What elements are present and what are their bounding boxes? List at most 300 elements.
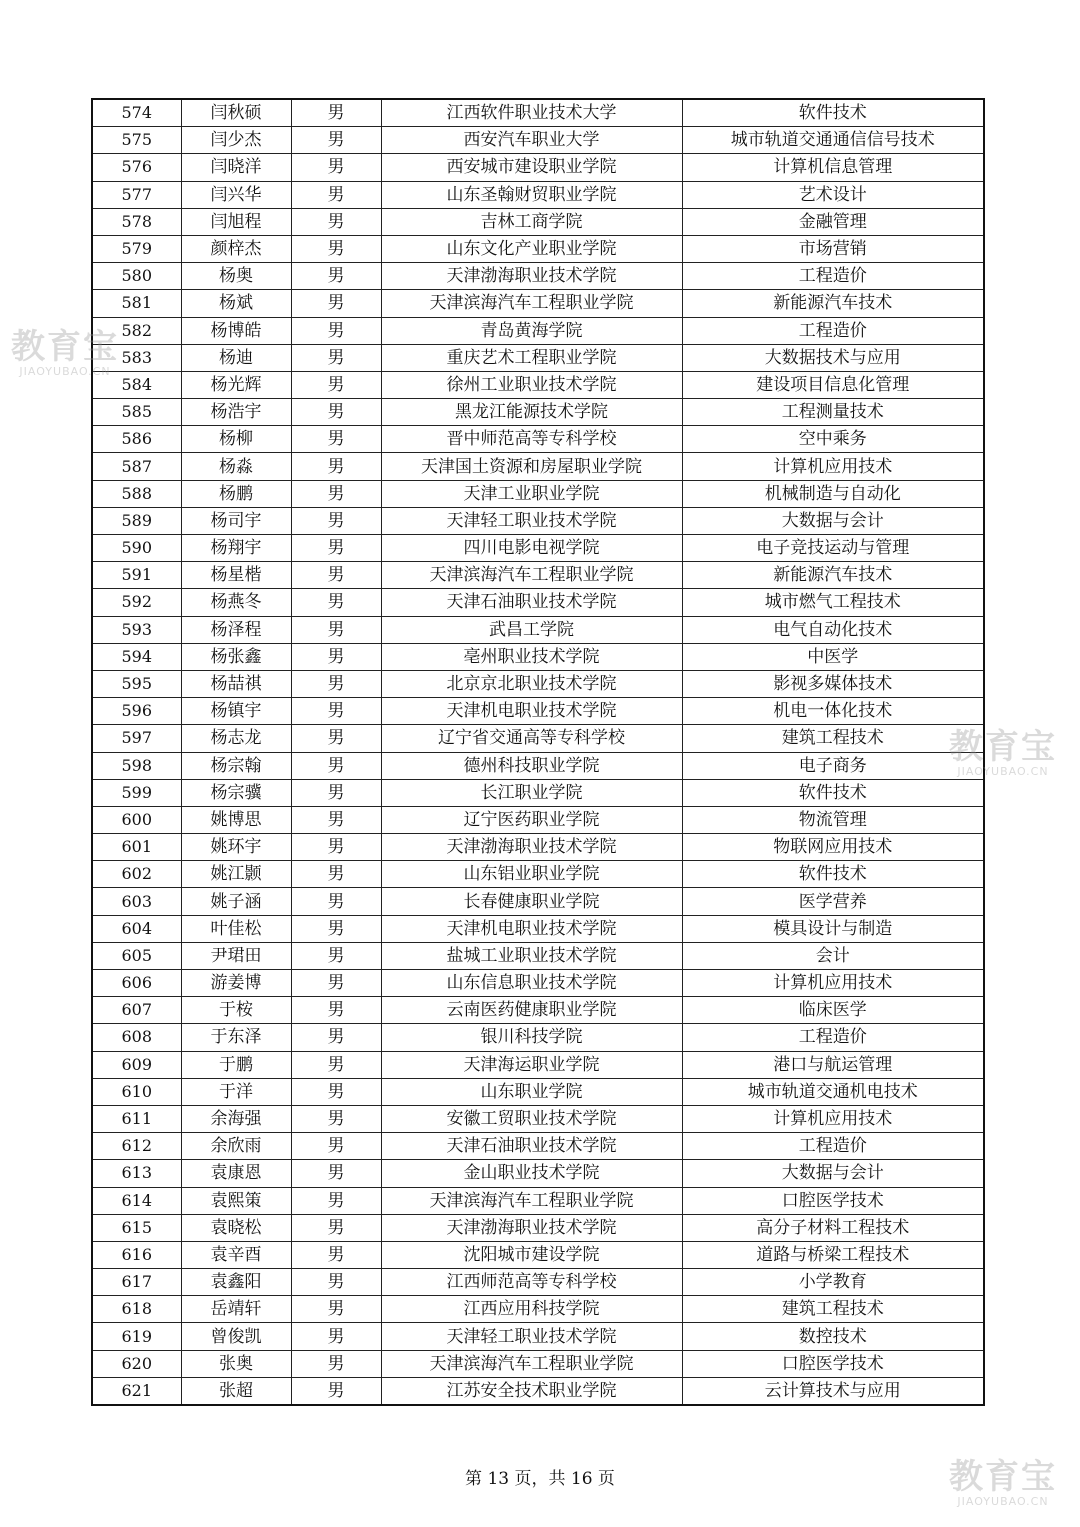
table-row xyxy=(92,1296,984,1323)
table-row xyxy=(92,1160,984,1187)
cell-name: 尹珺田 xyxy=(181,942,291,969)
cell-major: 高分子材料工程技术 xyxy=(682,1214,984,1241)
student-table xyxy=(91,98,985,1406)
cell-school: 山东信息职业技术学院 xyxy=(381,970,682,997)
table-row xyxy=(92,535,984,562)
cell-school: 吉林工商学院 xyxy=(381,208,682,235)
cell-number: 575 xyxy=(92,127,181,154)
cell-school: 徐州工业职业技术学院 xyxy=(381,371,682,398)
cell-gender: 男 xyxy=(291,1214,381,1241)
table-row xyxy=(92,1241,984,1268)
cell-name: 闫秋硕 xyxy=(181,99,291,127)
cell-name: 于洋 xyxy=(181,1078,291,1105)
cell-major: 新能源汽车技术 xyxy=(682,562,984,589)
cell-major: 建筑工程技术 xyxy=(682,1296,984,1323)
cell-major: 物流管理 xyxy=(682,806,984,833)
cell-school: 晋中师范高等专科学校 xyxy=(381,426,682,453)
cell-school: 武昌工学院 xyxy=(381,616,682,643)
cell-major: 金融管理 xyxy=(682,208,984,235)
cell-number: 604 xyxy=(92,915,181,942)
cell-school: 辽宁省交通高等专科学校 xyxy=(381,725,682,752)
cell-major: 小学教育 xyxy=(682,1269,984,1296)
cell-school: 沈阳城市建设学院 xyxy=(381,1241,682,1268)
cell-gender: 男 xyxy=(291,426,381,453)
cell-school: 长江职业学院 xyxy=(381,779,682,806)
cell-name: 杨鹏 xyxy=(181,480,291,507)
cell-number: 613 xyxy=(92,1160,181,1187)
cell-number: 596 xyxy=(92,698,181,725)
cell-number: 577 xyxy=(92,181,181,208)
cell-school: 天津海运职业学院 xyxy=(381,1051,682,1078)
cell-number: 610 xyxy=(92,1078,181,1105)
table-row xyxy=(92,208,984,235)
watermark-logo-text: 教育宝 xyxy=(949,727,1057,767)
cell-number: 615 xyxy=(92,1214,181,1241)
cell-name: 游姜博 xyxy=(181,970,291,997)
cell-school: 天津工业职业学院 xyxy=(381,480,682,507)
cell-major: 大数据与会计 xyxy=(682,1160,984,1187)
cell-gender: 男 xyxy=(291,1051,381,1078)
cell-number: 578 xyxy=(92,208,181,235)
cell-school: 北京京北职业技术学院 xyxy=(381,670,682,697)
cell-gender: 男 xyxy=(291,1187,381,1214)
cell-major: 计算机应用技术 xyxy=(682,453,984,480)
cell-major: 电子竞技运动与管理 xyxy=(682,535,984,562)
cell-number: 602 xyxy=(92,861,181,888)
cell-gender: 男 xyxy=(291,698,381,725)
cell-name: 颜梓杰 xyxy=(181,235,291,262)
cell-school: 长春健康职业学院 xyxy=(381,888,682,915)
cell-number: 618 xyxy=(92,1296,181,1323)
cell-major: 建设项目信息化管理 xyxy=(682,371,984,398)
watermark-logo-text: 教育宝 xyxy=(11,327,119,367)
cell-gender: 男 xyxy=(291,752,381,779)
cell-major: 物联网应用技术 xyxy=(682,834,984,861)
cell-gender: 男 xyxy=(291,181,381,208)
cell-name: 于鹏 xyxy=(181,1051,291,1078)
cell-name: 杨斌 xyxy=(181,290,291,317)
cell-number: 594 xyxy=(92,643,181,670)
cell-school: 天津轻工职业技术学院 xyxy=(381,507,682,534)
cell-name: 曾俊凯 xyxy=(181,1323,291,1350)
cell-major: 计算机应用技术 xyxy=(682,970,984,997)
table-row xyxy=(92,970,984,997)
table-row xyxy=(92,834,984,861)
table-row xyxy=(92,942,984,969)
cell-number: 598 xyxy=(92,752,181,779)
cell-school: 德州科技职业学院 xyxy=(381,752,682,779)
cell-gender: 男 xyxy=(291,154,381,181)
cell-school: 江西师范高等专科学校 xyxy=(381,1269,682,1296)
table-row xyxy=(92,480,984,507)
table-row xyxy=(92,1377,984,1405)
cell-major: 工程测量技术 xyxy=(682,399,984,426)
table-row xyxy=(92,1051,984,1078)
cell-school: 天津渤海职业技术学院 xyxy=(381,834,682,861)
cell-name: 杨宗翰 xyxy=(181,752,291,779)
table-row xyxy=(92,725,984,752)
cell-school: 天津滨海汽车工程职业学院 xyxy=(381,1350,682,1377)
cell-major: 电气自动化技术 xyxy=(682,616,984,643)
table-row xyxy=(92,1214,984,1241)
cell-school: 西安城市建设职业学院 xyxy=(381,154,682,181)
table-row xyxy=(92,1133,984,1160)
cell-school: 青岛黄海学院 xyxy=(381,317,682,344)
cell-gender: 男 xyxy=(291,589,381,616)
cell-major: 影视多媒体技术 xyxy=(682,670,984,697)
table-row xyxy=(92,235,984,262)
cell-number: 592 xyxy=(92,589,181,616)
cell-name: 姚博思 xyxy=(181,806,291,833)
cell-gender: 男 xyxy=(291,670,381,697)
cell-number: 595 xyxy=(92,670,181,697)
cell-number: 586 xyxy=(92,426,181,453)
cell-gender: 男 xyxy=(291,535,381,562)
cell-major: 新能源汽车技术 xyxy=(682,290,984,317)
cell-gender: 男 xyxy=(291,997,381,1024)
cell-number: 603 xyxy=(92,888,181,915)
table-row xyxy=(92,453,984,480)
cell-gender: 男 xyxy=(291,317,381,344)
cell-gender: 男 xyxy=(291,127,381,154)
cell-gender: 男 xyxy=(291,1323,381,1350)
cell-gender: 男 xyxy=(291,99,381,127)
cell-major: 软件技术 xyxy=(682,99,984,127)
cell-school: 江苏安全技术职业学院 xyxy=(381,1377,682,1405)
cell-gender: 男 xyxy=(291,616,381,643)
table-row xyxy=(92,426,984,453)
cell-number: 621 xyxy=(92,1377,181,1405)
page-footer: 第 13 页，共 16 页 xyxy=(465,1469,615,1489)
cell-major: 建筑工程技术 xyxy=(682,725,984,752)
table-row xyxy=(92,507,984,534)
table-row xyxy=(92,371,984,398)
cell-name: 杨光辉 xyxy=(181,371,291,398)
table-row xyxy=(92,399,984,426)
cell-gender: 男 xyxy=(291,1024,381,1051)
table-row xyxy=(92,670,984,697)
cell-gender: 男 xyxy=(291,235,381,262)
cell-school: 重庆艺术工程职业学院 xyxy=(381,344,682,371)
cell-gender: 男 xyxy=(291,1133,381,1160)
cell-gender: 男 xyxy=(291,834,381,861)
cell-gender: 男 xyxy=(291,208,381,235)
cell-number: 619 xyxy=(92,1323,181,1350)
cell-name: 杨迪 xyxy=(181,344,291,371)
cell-gender: 男 xyxy=(291,344,381,371)
cell-number: 582 xyxy=(92,317,181,344)
cell-major: 软件技术 xyxy=(682,861,984,888)
cell-school: 江西应用科技学院 xyxy=(381,1296,682,1323)
cell-name: 杨柳 xyxy=(181,426,291,453)
cell-number: 616 xyxy=(92,1241,181,1268)
cell-school: 山东圣翰财贸职业学院 xyxy=(381,181,682,208)
cell-name: 叶佳松 xyxy=(181,915,291,942)
cell-name: 闫晓洋 xyxy=(181,154,291,181)
cell-name: 于东泽 xyxy=(181,1024,291,1051)
cell-name: 杨奥 xyxy=(181,263,291,290)
cell-school: 天津滨海汽车工程职业学院 xyxy=(381,562,682,589)
table-row xyxy=(92,698,984,725)
cell-name: 杨燕冬 xyxy=(181,589,291,616)
cell-gender: 男 xyxy=(291,290,381,317)
table-row xyxy=(92,1269,984,1296)
cell-major: 工程造价 xyxy=(682,263,984,290)
cell-number: 605 xyxy=(92,942,181,969)
table-row xyxy=(92,589,984,616)
cell-name: 杨博皓 xyxy=(181,317,291,344)
cell-name: 袁辛酉 xyxy=(181,1241,291,1268)
cell-school: 四川电影电视学院 xyxy=(381,535,682,562)
table-row xyxy=(92,1187,984,1214)
cell-number: 591 xyxy=(92,562,181,589)
table-row xyxy=(92,181,984,208)
cell-major: 软件技术 xyxy=(682,779,984,806)
cell-name: 杨浩宇 xyxy=(181,399,291,426)
cell-school: 天津石油职业技术学院 xyxy=(381,1133,682,1160)
cell-name: 袁熙策 xyxy=(181,1187,291,1214)
watermark xyxy=(940,728,1066,778)
cell-major: 会计 xyxy=(682,942,984,969)
table-row xyxy=(92,1024,984,1051)
table-row xyxy=(92,1078,984,1105)
watermark-logo-text: 教育宝 xyxy=(949,1457,1057,1497)
table-row xyxy=(92,806,984,833)
cell-number: 585 xyxy=(92,399,181,426)
cell-name: 姚环宇 xyxy=(181,834,291,861)
cell-gender: 男 xyxy=(291,1296,381,1323)
cell-major: 中医学 xyxy=(682,643,984,670)
cell-major: 大数据技术与应用 xyxy=(682,344,984,371)
cell-name: 余欣雨 xyxy=(181,1133,291,1160)
cell-number: 611 xyxy=(92,1105,181,1132)
cell-name: 闫旭程 xyxy=(181,208,291,235)
cell-gender: 男 xyxy=(291,888,381,915)
cell-school: 江西软件职业技术大学 xyxy=(381,99,682,127)
table-row xyxy=(92,779,984,806)
cell-school: 亳州职业技术学院 xyxy=(381,643,682,670)
cell-school: 天津国土资源和房屋职业学院 xyxy=(381,453,682,480)
cell-major: 电子商务 xyxy=(682,752,984,779)
watermark-url: JIAOYUBAO.CN xyxy=(957,765,1049,778)
cell-major: 工程造价 xyxy=(682,1024,984,1051)
cell-gender: 男 xyxy=(291,1350,381,1377)
cell-gender: 男 xyxy=(291,480,381,507)
cell-school: 天津轻工职业技术学院 xyxy=(381,1323,682,1350)
cell-number: 614 xyxy=(92,1187,181,1214)
cell-number: 607 xyxy=(92,997,181,1024)
cell-school: 山东职业学院 xyxy=(381,1078,682,1105)
cell-number: 579 xyxy=(92,235,181,262)
table-row xyxy=(92,643,984,670)
cell-major: 市场营销 xyxy=(682,235,984,262)
cell-name: 杨淼 xyxy=(181,453,291,480)
cell-name: 杨宗骥 xyxy=(181,779,291,806)
cell-gender: 男 xyxy=(291,915,381,942)
cell-name: 杨志龙 xyxy=(181,725,291,752)
cell-name: 姚江颢 xyxy=(181,861,291,888)
cell-gender: 男 xyxy=(291,725,381,752)
cell-gender: 男 xyxy=(291,861,381,888)
cell-school: 天津石油职业技术学院 xyxy=(381,589,682,616)
cell-school: 天津机电职业技术学院 xyxy=(381,915,682,942)
cell-school: 云南医药健康职业学院 xyxy=(381,997,682,1024)
table-row xyxy=(92,154,984,181)
cell-number: 609 xyxy=(92,1051,181,1078)
cell-number: 580 xyxy=(92,263,181,290)
table-row xyxy=(92,263,984,290)
cell-gender: 男 xyxy=(291,1269,381,1296)
cell-school: 西安汽车职业大学 xyxy=(381,127,682,154)
table-row xyxy=(92,127,984,154)
cell-number: 589 xyxy=(92,507,181,534)
table-row xyxy=(92,562,984,589)
cell-number: 583 xyxy=(92,344,181,371)
cell-school: 金山职业技术学院 xyxy=(381,1160,682,1187)
cell-number: 608 xyxy=(92,1024,181,1051)
cell-major: 工程造价 xyxy=(682,317,984,344)
cell-number: 576 xyxy=(92,154,181,181)
cell-gender: 男 xyxy=(291,942,381,969)
cell-school: 辽宁医药职业学院 xyxy=(381,806,682,833)
table-row xyxy=(92,290,984,317)
cell-name: 袁鑫阳 xyxy=(181,1269,291,1296)
cell-number: 620 xyxy=(92,1350,181,1377)
table-row xyxy=(92,1350,984,1377)
cell-school: 黑龙江能源技术学院 xyxy=(381,399,682,426)
cell-gender: 男 xyxy=(291,562,381,589)
cell-gender: 男 xyxy=(291,371,381,398)
cell-major: 城市轨道交通通信信号技术 xyxy=(682,127,984,154)
cell-number: 574 xyxy=(92,99,181,127)
cell-name: 张奥 xyxy=(181,1350,291,1377)
cell-school: 山东铝业职业学院 xyxy=(381,861,682,888)
cell-number: 581 xyxy=(92,290,181,317)
cell-gender: 男 xyxy=(291,263,381,290)
cell-number: 588 xyxy=(92,480,181,507)
cell-gender: 男 xyxy=(291,970,381,997)
cell-gender: 男 xyxy=(291,779,381,806)
cell-name: 杨镇宇 xyxy=(181,698,291,725)
cell-gender: 男 xyxy=(291,806,381,833)
cell-major: 口腔医学技术 xyxy=(682,1350,984,1377)
cell-gender: 男 xyxy=(291,507,381,534)
cell-number: 599 xyxy=(92,779,181,806)
cell-school: 安徽工贸职业技术学院 xyxy=(381,1105,682,1132)
table-body xyxy=(92,99,984,1405)
table-row xyxy=(92,317,984,344)
cell-name: 闫兴华 xyxy=(181,181,291,208)
cell-school: 天津渤海职业技术学院 xyxy=(381,263,682,290)
cell-gender: 男 xyxy=(291,1241,381,1268)
cell-gender: 男 xyxy=(291,399,381,426)
cell-name: 杨张鑫 xyxy=(181,643,291,670)
table-row xyxy=(92,888,984,915)
cell-school: 山东文化产业职业学院 xyxy=(381,235,682,262)
cell-name: 杨泽程 xyxy=(181,616,291,643)
table-row xyxy=(92,344,984,371)
table-row xyxy=(92,99,984,127)
watermark-url: JIAOYUBAO.CN xyxy=(19,365,111,378)
cell-gender: 男 xyxy=(291,643,381,670)
cell-major: 大数据与会计 xyxy=(682,507,984,534)
table-row xyxy=(92,616,984,643)
watermark-url: JIAOYUBAO.CN xyxy=(957,1495,1049,1508)
table-row xyxy=(92,861,984,888)
cell-major: 机械制造与自动化 xyxy=(682,480,984,507)
cell-major: 医学营养 xyxy=(682,888,984,915)
cell-major: 空中乘务 xyxy=(682,426,984,453)
cell-gender: 男 xyxy=(291,1105,381,1132)
watermark xyxy=(940,1458,1066,1508)
cell-major: 数控技术 xyxy=(682,1323,984,1350)
cell-gender: 男 xyxy=(291,1377,381,1405)
cell-name: 袁晓松 xyxy=(181,1214,291,1241)
cell-gender: 男 xyxy=(291,1078,381,1105)
cell-number: 601 xyxy=(92,834,181,861)
cell-name: 杨司宇 xyxy=(181,507,291,534)
table-row xyxy=(92,997,984,1024)
cell-school: 银川科技学院 xyxy=(381,1024,682,1051)
cell-school: 天津滨海汽车工程职业学院 xyxy=(381,1187,682,1214)
cell-school: 盐城工业职业技术学院 xyxy=(381,942,682,969)
cell-major: 模具设计与制造 xyxy=(682,915,984,942)
cell-school: 天津机电职业技术学院 xyxy=(381,698,682,725)
cell-name: 于桉 xyxy=(181,997,291,1024)
cell-number: 600 xyxy=(92,806,181,833)
table-row xyxy=(92,915,984,942)
cell-major: 机电一体化技术 xyxy=(682,698,984,725)
table-row xyxy=(92,1105,984,1132)
cell-major: 城市轨道交通机电技术 xyxy=(682,1078,984,1105)
cell-name: 余海强 xyxy=(181,1105,291,1132)
cell-name: 杨星楷 xyxy=(181,562,291,589)
cell-gender: 男 xyxy=(291,1160,381,1187)
cell-number: 612 xyxy=(92,1133,181,1160)
cell-number: 606 xyxy=(92,970,181,997)
cell-major: 工程造价 xyxy=(682,1133,984,1160)
cell-name: 姚子涵 xyxy=(181,888,291,915)
cell-major: 道路与桥梁工程技术 xyxy=(682,1241,984,1268)
cell-number: 587 xyxy=(92,453,181,480)
cell-school: 天津滨海汽车工程职业学院 xyxy=(381,290,682,317)
cell-number: 584 xyxy=(92,371,181,398)
cell-name: 张超 xyxy=(181,1377,291,1405)
cell-number: 617 xyxy=(92,1269,181,1296)
cell-name: 岳靖轩 xyxy=(181,1296,291,1323)
cell-number: 593 xyxy=(92,616,181,643)
cell-major: 云计算技术与应用 xyxy=(682,1377,984,1405)
cell-name: 闫少杰 xyxy=(181,127,291,154)
cell-school: 天津渤海职业技术学院 xyxy=(381,1214,682,1241)
cell-gender: 男 xyxy=(291,453,381,480)
cell-major: 计算机应用技术 xyxy=(682,1105,984,1132)
cell-major: 港口与航运管理 xyxy=(682,1051,984,1078)
cell-name: 袁康恩 xyxy=(181,1160,291,1187)
cell-number: 597 xyxy=(92,725,181,752)
cell-major: 计算机信息管理 xyxy=(682,154,984,181)
watermark xyxy=(2,328,128,378)
cell-name: 杨翔宇 xyxy=(181,535,291,562)
table-row xyxy=(92,752,984,779)
cell-major: 城市燃气工程技术 xyxy=(682,589,984,616)
cell-name: 杨喆祺 xyxy=(181,670,291,697)
cell-major: 临床医学 xyxy=(682,997,984,1024)
table-row xyxy=(92,1323,984,1350)
cell-number: 590 xyxy=(92,535,181,562)
cell-major: 口腔医学技术 xyxy=(682,1187,984,1214)
cell-major: 艺术设计 xyxy=(682,181,984,208)
